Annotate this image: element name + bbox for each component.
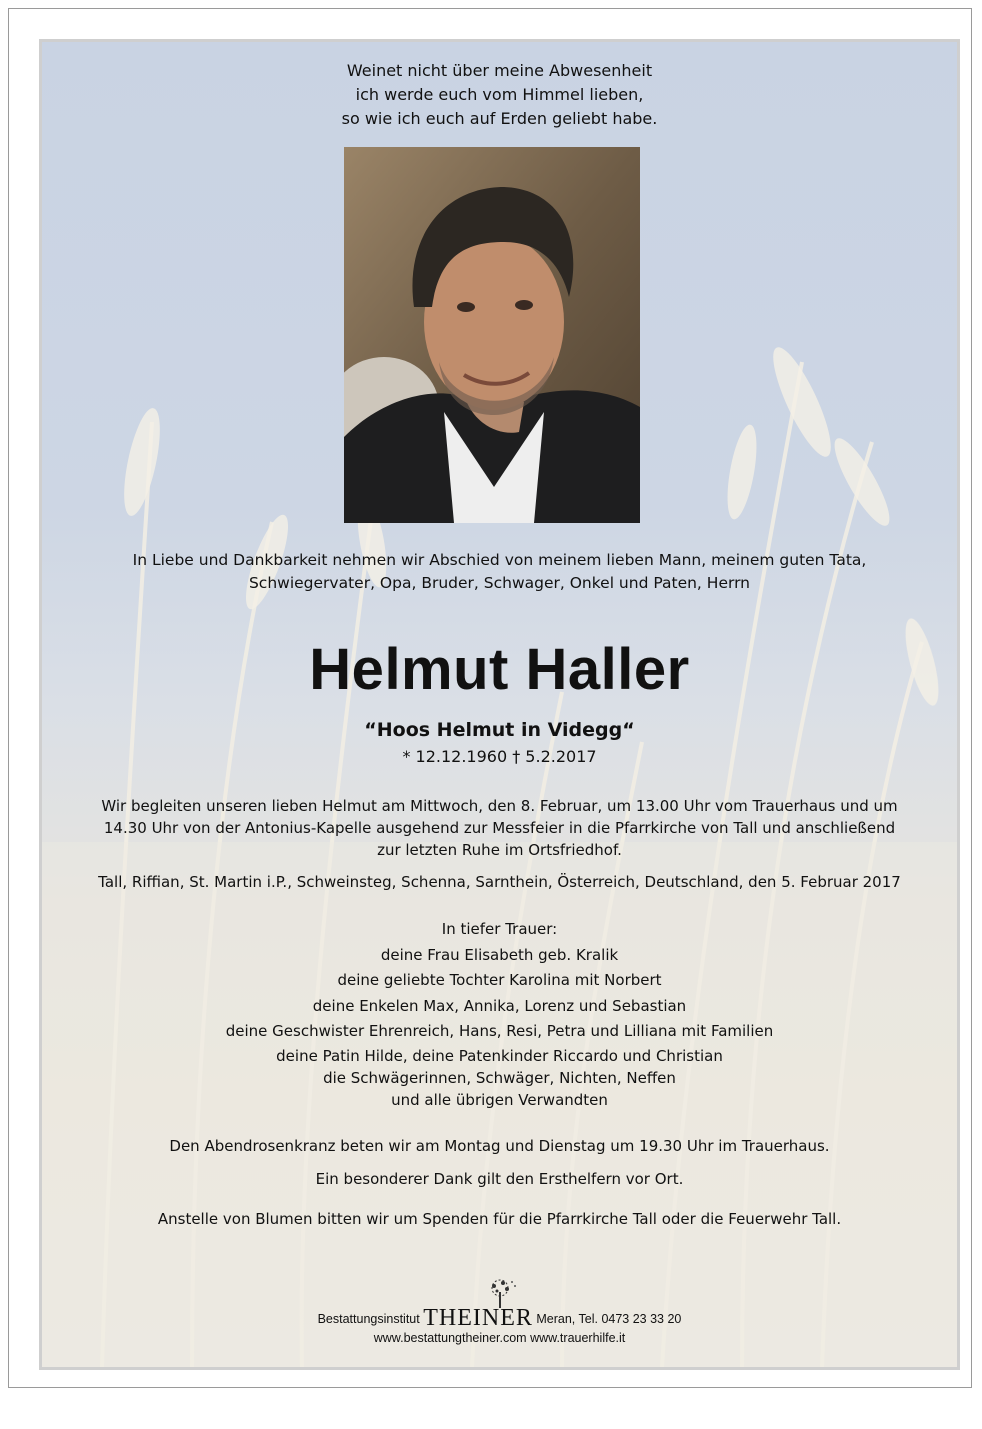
mourner-line: die Schwägerinnen, Schwäger, Nichten, Neffen — [323, 1068, 676, 1087]
mourner-line: und alle übrigen Verwandten — [391, 1090, 608, 1109]
intro-line: In Liebe und Dankbarkeit nehmen wir Abschied von meinem lieben Mann, meinem guten Tata, — [132, 551, 867, 569]
funeral-details — [42, 795, 957, 861]
mourner-line: deine Patin Hilde, deine Patenkinder Riccardo und Christian — [276, 1046, 723, 1065]
places-and-date: Tall, Riffian, St. Martin i.P., Schweinsteg, Schenna, Sarnthein, Österreich, Deutschland, den 5. Februar 2017 — [98, 873, 901, 891]
portrait-photo — [344, 147, 640, 523]
mourner-line: deine Enkelen Max, Annika, Lorenz und Sebastian — [312, 996, 687, 1015]
motto-line: so wie ich euch auf Erden geliebt habe. — [341, 109, 658, 128]
motto-line: ich werde euch vom Himmel lieben, — [355, 85, 644, 104]
rosary-notice: Den Abendrosenkranz beten wir am Montag und Dienstag um 19.30 Uhr im Trauerhaus. — [169, 1137, 830, 1155]
thanks-notice: Ein besonderer Dank gilt den Ersthelfern vor Ort. — [315, 1170, 684, 1188]
mourners-list — [42, 917, 957, 1111]
intro-line: Schwiegervater, Opa, Bruder, Schwager, Onkel und Paten, Herrn — [248, 574, 751, 592]
mourner-line: deine geliebte Tochter Karolina mit Norbert — [337, 971, 662, 989]
mourner-line: deine Geschwister Ehrenreich, Hans, Resi, Petra und Lilliana mit Familien — [225, 1022, 774, 1040]
funeral-home-websites: www.bestattungtheiner.com www.trauerhilfe.it — [373, 1331, 626, 1345]
funeral-line: 14.30 Uhr von der Antonius-Kapelle ausgehend zur Messfeier in die Pfarrkirche von Tall und anschließend — [103, 819, 896, 837]
page-border — [8, 8, 972, 1388]
mourner-line: In tiefer Trauer: — [441, 920, 558, 938]
farewell-intro — [42, 549, 957, 595]
obituary-card — [39, 39, 960, 1370]
life-dates: * 12.12.1960 † 5.2.2017 — [402, 747, 597, 766]
mourner-line: deine Frau Elisabeth geb. Kralik — [380, 945, 619, 964]
funeral-home-contact: Meran, Tel. 0473 23 33 20 — [536, 1312, 682, 1326]
funeral-line: Wir begleiten unseren lieben Helmut am Mittwoch, den 8. Februar, um 13.00 Uhr vom Trauerhaus und um — [101, 797, 898, 815]
funeral-home-prefix: Bestattungsinstitut — [317, 1312, 420, 1326]
motto-verse — [42, 59, 957, 131]
tree-logo-icon — [483, 1278, 517, 1308]
funeral-home-line — [42, 1305, 957, 1331]
deceased-name: Helmut Haller — [309, 637, 690, 702]
funeral-line: zur letzten Ruhe im Ortsfriedhof. — [377, 841, 622, 859]
nickname: “Hoos Helmut in Videgg“ — [364, 719, 635, 741]
funeral-home-brand: THEINER — [423, 1305, 533, 1331]
donation-notice: Anstelle von Blumen bitten wir um Spenden für die Pfarrkirche Tall oder die Feuerwehr Tall. — [157, 1210, 842, 1228]
motto-line: Weinet nicht über meine Abwesenheit — [346, 61, 653, 80]
